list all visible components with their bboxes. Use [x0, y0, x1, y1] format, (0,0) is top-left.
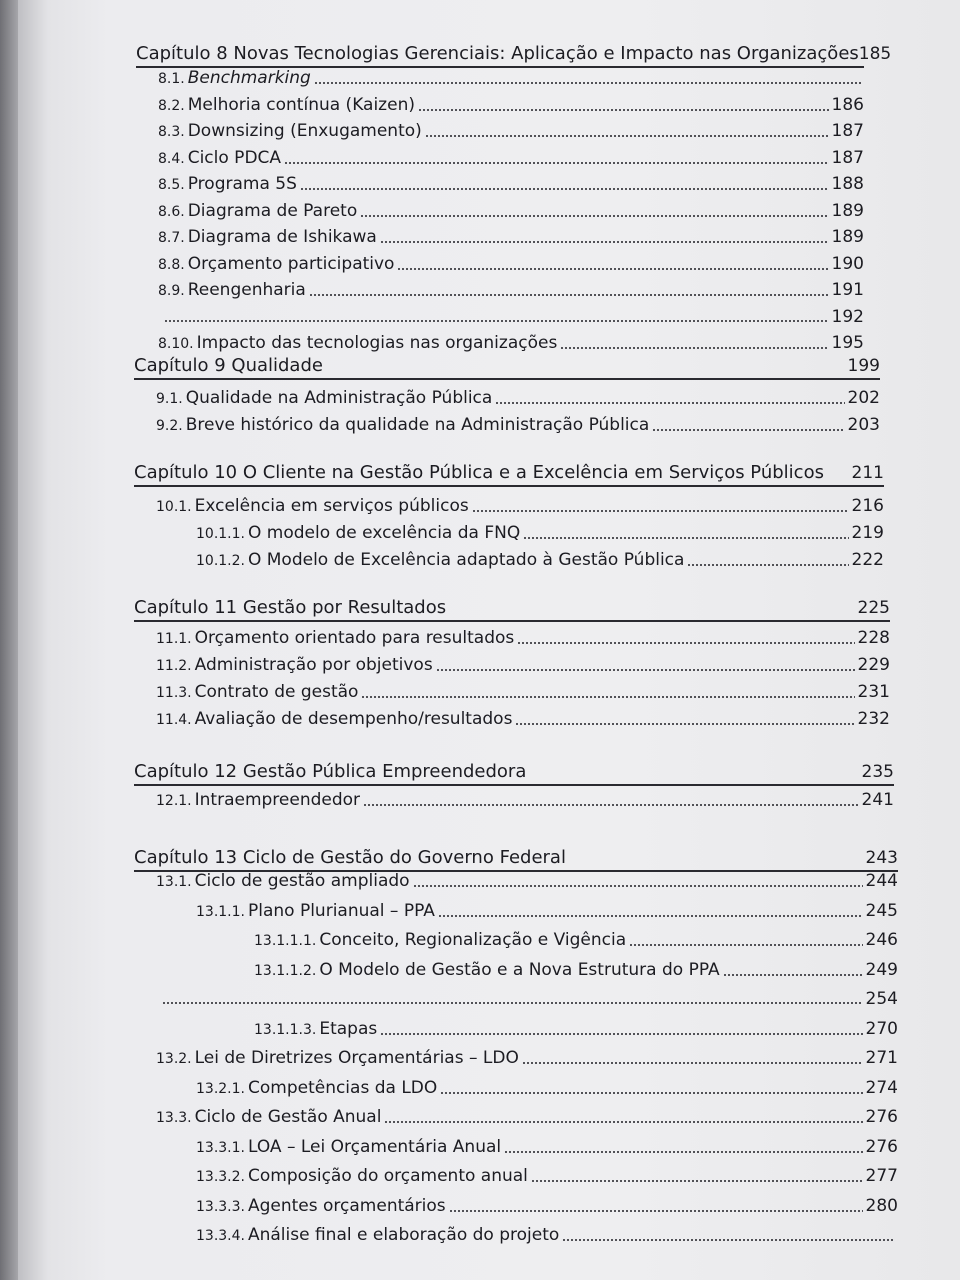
entry-page-number: 203 [847, 415, 880, 435]
entry-page-number: 188 [831, 174, 864, 194]
dot-leader [449, 1210, 863, 1212]
entry-number: 8.4. [158, 150, 185, 167]
entry-title: Composição do orçamento anual [247, 1166, 528, 1186]
chapter-heading [136, 43, 892, 68]
entry-number: 13.3. [156, 1110, 192, 1126]
chapter-title: Capítulo 13 Ciclo de Gestão do Governo Federal [134, 847, 566, 868]
dot-leader [361, 696, 854, 698]
chapter-title: Capítulo 10 O Cliente na Gestão Pública e a Excelência em Serviços Públicos [134, 462, 824, 483]
toc-entry [196, 550, 884, 571]
dot-leader [472, 510, 849, 512]
entry-page-number: 244 [865, 871, 898, 891]
entry-page-number: 232 [857, 709, 890, 729]
entry-number: 13.3.4. [196, 1228, 245, 1244]
entry-page-number: 280 [865, 1195, 898, 1216]
entry-title: Avaliação de desempenho/resultados [194, 709, 513, 729]
entry-page-number: 274 [865, 1077, 898, 1098]
entry-title: Ciclo de Gestão Anual [194, 1107, 382, 1127]
entry-page-number: 246 [865, 930, 898, 950]
dot-leader [723, 974, 863, 976]
entry-number: 12.1. [156, 793, 192, 809]
book-spine-shadow [0, 0, 18, 1280]
toc-entry [158, 307, 864, 327]
entry-page-number: 202 [847, 388, 880, 408]
entry-title: Excelência em serviços públicos [194, 496, 469, 516]
entry-page-number: 219 [851, 523, 884, 543]
chapter-page-number: 185 [858, 44, 892, 64]
dot-leader [309, 294, 829, 296]
toc-entry [158, 121, 864, 142]
dot-leader [425, 135, 829, 137]
dot-leader [560, 347, 828, 349]
chapter-title: Capítulo 8 Novas Tecnologias Gerenciais: Aplicação e Impacto nas Organizações [136, 43, 859, 64]
entry-page-number: 254 [865, 989, 898, 1009]
entry-number: 8.1. [158, 71, 185, 87]
dot-leader [629, 944, 862, 946]
dot-leader [363, 804, 859, 806]
book-page [18, 0, 960, 1280]
chapter-page-number: 225 [857, 598, 890, 618]
toc-entry [196, 1166, 898, 1187]
dot-leader [418, 109, 829, 111]
entry-number: 8.10. [158, 336, 194, 352]
entry-title: Plano Plurianual – PPA [247, 900, 435, 921]
toc-entry [196, 1225, 898, 1246]
entry-title: Análise final e elaboração do projeto [247, 1225, 560, 1245]
entry-number: 9.1. [156, 391, 183, 407]
toc-entry [158, 201, 864, 222]
entry-number: 13.1.1.2. [254, 962, 317, 979]
toc-entry [156, 790, 894, 811]
entry-page-number: 276 [865, 1107, 898, 1127]
dot-leader [515, 723, 854, 725]
toc-entry [196, 1078, 898, 1099]
entry-number: 13.2.1. [196, 1080, 245, 1097]
entry-page-number: 190 [831, 253, 864, 274]
entry-number: 13.3.3. [196, 1198, 245, 1215]
entry-title: Benchmarking [187, 68, 311, 88]
entry-title: O Modelo de Excelência adaptado à Gestão Pública [247, 550, 685, 570]
dot-leader [495, 402, 844, 404]
chapter-heading [134, 762, 894, 786]
dot-leader [162, 1002, 863, 1004]
entry-page-number: 189 [831, 227, 864, 247]
entry-page-number: 231 [857, 682, 890, 702]
chapter-page-number: 211 [851, 463, 884, 483]
entry-title: Conceito, Regionalização e Vigência [319, 930, 627, 950]
dot-leader [522, 1062, 863, 1064]
dot-leader [384, 1121, 862, 1123]
toc-entry [158, 68, 864, 89]
table-of-contents [18, 0, 960, 1280]
toc-entry [196, 1137, 898, 1158]
dot-leader [314, 82, 861, 84]
entry-number: 11.1. [156, 631, 192, 647]
entry-page-number: 216 [851, 496, 884, 516]
entry-title: O modelo de excelência da FNQ [247, 523, 521, 543]
entry-page-number: 189 [831, 200, 864, 221]
entry-number: 13.1.1.3. [254, 1021, 317, 1038]
entry-title: Diagrama de Pareto [187, 200, 358, 221]
entry-number: 8.9. [158, 283, 185, 299]
toc-entry [196, 901, 898, 922]
entry-page-number: 271 [865, 1048, 898, 1068]
toc-entry [156, 388, 880, 409]
entry-page-number: 187 [831, 121, 864, 141]
chapter-heading [134, 598, 890, 622]
entry-page-number: 249 [865, 959, 898, 980]
entry-title: Ciclo PDCA [187, 147, 282, 168]
toc-entry [156, 655, 890, 676]
entry-title: Lei de Diretrizes Orçamentárias – LDO [194, 1048, 519, 1068]
entry-title: LOA – Lei Orçamentária Anual [247, 1136, 502, 1157]
toc-entry [254, 960, 898, 981]
entry-page-number: 229 [857, 655, 890, 675]
entry-number: 8.2. [158, 97, 185, 114]
dot-leader [687, 564, 848, 566]
toc-entry [156, 989, 898, 1009]
entry-number: 10.1.2. [196, 553, 245, 569]
toc-entry [156, 871, 898, 892]
entry-title: Administração por objetivos [194, 655, 433, 675]
entry-title: Orçamento orientado para resultados [194, 628, 515, 648]
chapter-heading [134, 463, 884, 487]
dot-leader [504, 1151, 862, 1153]
entry-page-number: 276 [865, 1136, 898, 1157]
dot-leader [397, 268, 828, 270]
toc-entry [156, 709, 890, 730]
dot-leader [436, 669, 855, 671]
chapter-page-number: 199 [847, 356, 880, 376]
entry-number: 13.1. [156, 874, 192, 890]
entry-page-number: 270 [865, 1018, 898, 1039]
entry-page-number: 187 [831, 147, 864, 168]
toc-entry [156, 1107, 898, 1128]
chapter-title: Capítulo 12 Gestão Pública Empreendedora [134, 761, 527, 782]
entry-number: 10.1.1. [196, 526, 245, 542]
dot-leader [413, 885, 863, 887]
toc-entry [156, 628, 890, 649]
toc-entry [158, 227, 864, 248]
entry-title: Qualidade na Administração Pública [185, 388, 493, 408]
entry-title: Reengenharia [187, 280, 306, 300]
entry-title: Melhoria contínua (Kaizen) [187, 94, 415, 115]
entry-page-number: 186 [831, 94, 864, 115]
toc-entry [158, 333, 864, 354]
toc-entry [158, 174, 864, 195]
dot-leader [300, 188, 829, 190]
toc-entry [158, 280, 864, 301]
entry-title: Ciclo de gestão ampliado [194, 871, 410, 891]
toc-entry [156, 415, 880, 436]
dot-leader [523, 537, 848, 539]
dot-leader [440, 1092, 862, 1094]
entry-number: 11.2. [156, 658, 192, 674]
toc-entry [196, 523, 884, 544]
toc-entry [156, 1048, 898, 1069]
entry-page-number: 195 [831, 333, 864, 353]
dot-leader [531, 1180, 863, 1182]
entry-page-number: 222 [851, 550, 884, 570]
entry-title: Etapas [319, 1018, 378, 1039]
entry-number: 8.8. [158, 256, 185, 273]
chapter-title: Capítulo 11 Gestão por Resultados [134, 597, 447, 618]
toc-entry [156, 682, 890, 703]
entry-page-number: 191 [831, 280, 864, 300]
dot-leader [380, 241, 829, 243]
entry-number: 13.3.2. [196, 1169, 245, 1185]
chapter-heading [134, 848, 898, 872]
entry-title: O Modelo de Gestão e a Nova Estrutura do PPA [319, 959, 720, 980]
dot-leader [438, 915, 863, 917]
entry-page-number: 241 [861, 790, 894, 810]
toc-entry [196, 1196, 898, 1217]
entry-number: 11.3. [156, 685, 192, 701]
dot-leader [380, 1033, 862, 1035]
entry-number: 9.2. [156, 418, 183, 434]
entry-page-number: 277 [865, 1166, 898, 1186]
entry-title: Competências da LDO [247, 1077, 438, 1098]
dot-leader [562, 1239, 895, 1241]
entry-title: Diagrama de Ishikawa [187, 227, 377, 247]
chapter-heading [134, 356, 880, 380]
toc-entry [254, 1019, 898, 1040]
dot-leader [164, 320, 829, 322]
entry-number: 8.5. [158, 177, 185, 193]
toc-entry [158, 95, 864, 116]
entry-number: 13.1.1. [196, 903, 245, 920]
dot-leader [360, 215, 828, 217]
entry-title: Downsizing (Enxugamento) [187, 121, 422, 141]
entry-number: 8.7. [158, 230, 185, 246]
dot-leader [517, 642, 854, 644]
entry-number: 8.6. [158, 203, 185, 220]
entry-number: 11.4. [156, 712, 192, 728]
toc-entry [158, 254, 864, 275]
entry-title: Programa 5S [187, 174, 297, 194]
entry-title: Impacto das tecnologias nas organizações [196, 333, 558, 353]
dot-leader [652, 429, 844, 431]
chapter-page-number: 235 [861, 762, 894, 782]
entry-title: Contrato de gestão [194, 682, 359, 702]
entry-title: Breve histórico da qualidade na Administração Pública [185, 415, 650, 435]
chapter-page-number: 243 [865, 848, 898, 868]
entry-page-number: 192 [831, 306, 864, 327]
dot-leader [284, 162, 829, 164]
toc-entry [156, 496, 884, 517]
entry-number: 13.3.1. [196, 1139, 245, 1156]
entry-number: 8.3. [158, 124, 185, 140]
chapter-title: Capítulo 9 Qualidade [134, 355, 323, 376]
toc-entry [254, 930, 898, 951]
entry-number: 10.1. [156, 499, 192, 515]
entry-title: Intraempreendedor [194, 790, 361, 810]
entry-title: Agentes orçamentários [247, 1195, 446, 1216]
entry-number: 13.2. [156, 1051, 192, 1067]
entry-page-number: 245 [865, 900, 898, 921]
entry-number: 13.1.1.1. [254, 933, 317, 949]
toc-entry [158, 148, 864, 169]
entry-title: Orçamento participativo [187, 253, 395, 274]
entry-page-number: 228 [857, 628, 890, 648]
